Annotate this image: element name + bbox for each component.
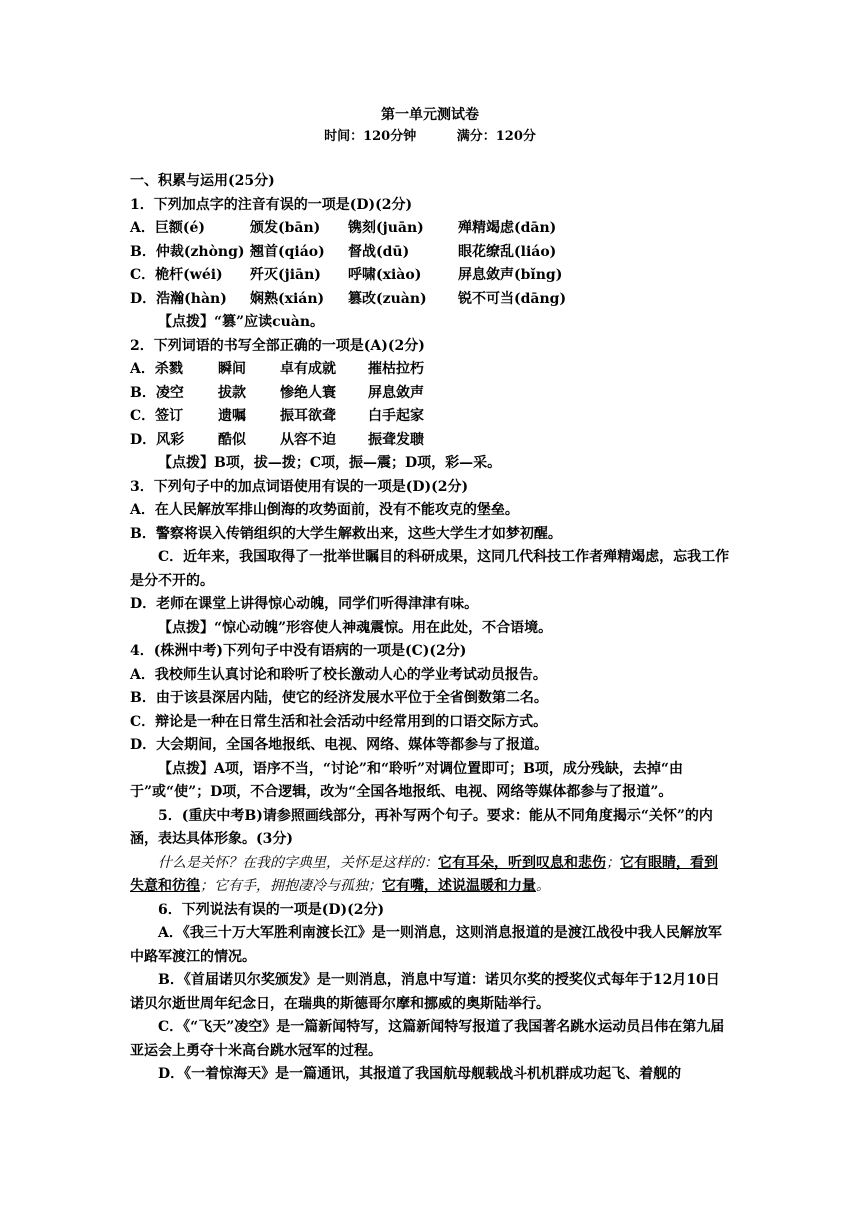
q1-a-3: 镌刻(juān): [348, 220, 424, 236]
q1-option-a: [130, 217, 730, 241]
q1-d-1: D．浩瀚(hàn): [130, 290, 227, 307]
q4-option-a: A．我校师生认真讨论和聆听了校长激动人心的学业考试动员报告。: [130, 666, 547, 683]
q1-c-4: 屏息敛声(bǐng): [458, 267, 563, 283]
q4-tip: 【点拨】A项，语序不当，“讨论”和“聆听”对调位置即可；B项，成分残缺，去掉“由于”或“使”；D项，不合逻辑，改为“全国各地报纸、电视、网络等媒体都参与了报道”。: [130, 760, 683, 800]
q2-option-a: [130, 358, 730, 382]
q1-a-2: 颁发(bān): [250, 220, 321, 236]
full-score: 满分：120分: [456, 129, 536, 144]
q2-c-1: C．签订: [130, 408, 184, 424]
q1-b-1: B．仲裁(zhòng): [130, 243, 245, 260]
q2-a-1: A．杀戮: [130, 361, 183, 377]
q1-option-c: [130, 264, 730, 288]
q2-option-d: [130, 429, 730, 453]
q1-a-4: 殚精竭虑(dān): [458, 220, 557, 236]
q2-a-4: 摧枯拉朽: [368, 361, 424, 377]
q2-b-1: B．凌空: [130, 384, 184, 401]
q1-d-3: 篡改(zuàn): [348, 290, 427, 307]
exam-info: [130, 126, 730, 148]
q5-underline-3: 它有嘴，述说温暖和力量: [382, 878, 536, 894]
page-content: [130, 104, 730, 1087]
q2-option-b: [130, 382, 730, 406]
q1-d-2: 娴熟(xián): [250, 290, 325, 307]
q3-option-b: B．警察将误入传销组织的大学生解救出来，这些大学生才如梦初醒。: [130, 525, 562, 542]
q1-b-3: 督战(dū): [348, 243, 410, 260]
q3-tip: 【点拨】“惊心动魄”形容使人神魂震惊。用在此处，不合语境。: [158, 619, 553, 636]
q2-option-c: [130, 405, 730, 429]
section-heading: 一、积累与运用(25分): [130, 173, 275, 189]
q5-text-3: 。: [536, 878, 550, 894]
q4-stem: 4．(株洲中考)下列句子中没有语病的一项是(C)(2分): [130, 643, 467, 659]
q6-stem: 6．下列说法有误的一项是(D)(2分): [158, 901, 385, 918]
q2-a-3: 卓有成就: [280, 361, 336, 377]
q2-b-4: 屏息敛声: [368, 384, 424, 401]
q2-a-2: 瞬间: [218, 361, 246, 377]
q5-passage: [130, 852, 730, 899]
q6-option-c: C．《“飞天”凌空》是一篇新闻特写，这篇新闻特写报道了我国著名跳水运动员吕伟在第九届亚运会上勇夺十米高台跳水冠军的过程。: [130, 1019, 725, 1059]
q1-c-2: 歼灭(jiān): [250, 267, 321, 283]
q1-tip: 【点拨】“篡”应读cuàn。: [158, 314, 325, 330]
q6-option-b: B．《首届诺贝尔奖颁发》是一则消息，消息中写道：诺贝尔奖的授奖仪式每年于12月10日诺贝尔逝世周年纪念日，在瑞典的斯德哥尔摩和挪威的奥斯陆举行。: [130, 972, 720, 1012]
q4-option-d: D．大会期间，全国各地报纸、电视、网络、媒体等都参与了报道。: [130, 737, 549, 753]
q5-text-2: ；它有手，拥抱凄冷与孤独；: [200, 878, 382, 894]
q3-option-a: A．在人民解放军排山倒海的攻势面前，没有不能攻克的堡垒。: [130, 502, 519, 518]
q2-d-1: D．风彩: [130, 431, 185, 448]
q1-b-2: 翘首(qiáo): [250, 243, 325, 260]
q5-underline-1: 它有耳朵，听到叹息和悲伤: [438, 854, 606, 871]
q2-c-3: 振耳欲聋: [280, 408, 336, 424]
q2-c-4: 白手起家: [368, 408, 424, 424]
q2-b-2: 拔款: [218, 384, 246, 401]
q2-stem: 2．下列词语的书写全部正确的一项是(A)(2分): [130, 337, 425, 354]
q3-option-d: D．老师在课堂上讲得惊心动魄，同学们听得津津有味。: [130, 596, 479, 612]
q2-b-3: 惨绝人寰: [280, 384, 336, 401]
q5-text-1: 什么是关怀？在我的字典里，关怀是这样的：: [158, 854, 438, 871]
time-limit: 时间：120分钟: [324, 129, 417, 144]
q1-c-1: C．桅杆(wéi): [130, 267, 223, 283]
q1-option-b: [130, 241, 730, 265]
q6-option-d: D．《一着惊海天》是一篇通讯，其报道了我国航母舰载战斗机机群成功起飞、着舰的: [158, 1066, 682, 1082]
q2-d-2: 酷似: [218, 431, 246, 448]
q1-c-3: 呼啸(xiào): [348, 267, 422, 283]
q1-a-1: A．巨额(é): [130, 220, 206, 236]
page-title: 第一单元测试卷: [381, 107, 479, 123]
q1-option-d: [130, 288, 730, 312]
q2-c-2: 遗嘱: [218, 408, 246, 424]
q4-option-b: B．由于该县深居内陆，使它的经济发展水平位于全省倒数第二名。: [130, 690, 548, 706]
q3-stem: 3．下列句子中的加点词语使用有误的一项是(D)(2分): [130, 478, 469, 495]
q2-d-3: 从容不迫: [280, 431, 336, 448]
q3-option-c: C．近年来，我国取得了一批举世瞩目的科研成果，这同几代科技工作者殚精竭虑，忘我工作是分不开的。: [130, 549, 730, 589]
q1-stem: 1．下列加点字的注音有误的一项是(D)(2分): [130, 196, 413, 213]
q5-sep: ；: [606, 854, 620, 871]
q2-d-4: 振聋发聩: [368, 431, 424, 448]
q4-option-c: C．辩论是一种在日常生活和社会活动中经常用到的口语交际方式。: [130, 713, 548, 730]
q5-underline-2: 它有眼睛，看到失意和彷徨: [130, 854, 718, 894]
q1-b-4: 眼花缭乱(liáo): [458, 243, 557, 260]
q2-tip: 【点拨】B项，拔—拨；C项，振—震；D项，彩—采。: [158, 455, 502, 471]
q5-stem: 5．(重庆中考B)请参照画线部分，再补写两个句子。要求：能从不同角度揭示“关怀”的内涵，表达具体形象。(3分): [130, 807, 713, 847]
q1-d-4: 锐不可当(dāng): [458, 290, 567, 307]
q6-option-a: A．《我三十万大军胜利南渡长江》是一则消息，这则消息报道的是渡江战役中我人民解放军中路军渡江的情况。: [130, 925, 722, 965]
